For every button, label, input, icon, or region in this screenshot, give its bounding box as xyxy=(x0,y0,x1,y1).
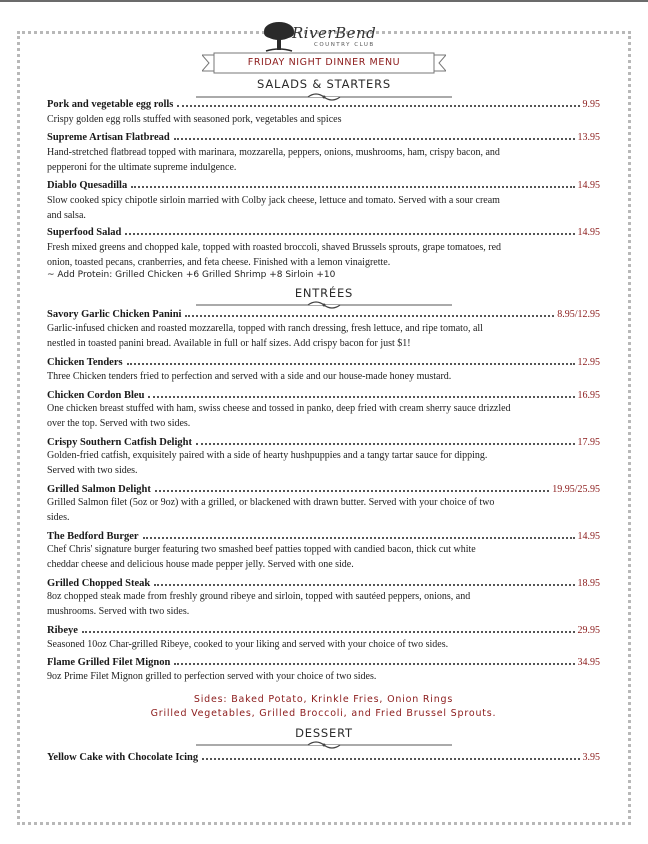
section-title-salads: SALADS & STARTERS xyxy=(257,77,391,91)
item-price: 16.95 xyxy=(577,390,600,401)
dot-leader xyxy=(177,105,579,107)
description-line: Crispy golden egg rolls stuffed with seasoned pork, vegetables and spices xyxy=(47,114,342,125)
add-protein-note: ~ Add Protein: Grilled Chicken +6 Grilled Shrimp +8 Sirloin +10 xyxy=(47,270,336,280)
item-price: 9.95 xyxy=(582,99,600,110)
item-price: 14.95 xyxy=(577,531,600,542)
menu-item-chopped-steak xyxy=(47,575,600,589)
description-line: 9oz Prime Filet Mignon grilled to perfection served with your choice of two sides. xyxy=(47,671,377,682)
item-description xyxy=(47,321,592,351)
item-name: Chicken Tenders xyxy=(47,357,123,368)
item-description xyxy=(47,589,592,619)
menu-item-quesadilla xyxy=(47,177,600,191)
menu-item-flatbread xyxy=(47,129,600,143)
club-logo xyxy=(262,20,386,56)
menu-title: FRIDAY NIGHT DINNER MENU xyxy=(247,57,401,68)
menu-banner xyxy=(202,52,446,74)
dot-leader xyxy=(148,396,574,398)
item-description xyxy=(47,112,592,127)
item-description xyxy=(47,401,592,431)
description-line: mushrooms. Served with two sides. xyxy=(47,606,190,617)
menu-item-cordon-bleu xyxy=(47,387,600,401)
description-line: Golden-fried catfish, exquisitely paired with a side of hearty hushpuppies and a tangy tartar sauce for dipping. xyxy=(47,450,488,461)
sides-line-2: Grilled Vegetables, Grilled Broccoli, and Fried Brussel Sprouts. xyxy=(150,708,497,719)
item-price: 3.95 xyxy=(582,752,600,763)
description-line: cheddar cheese and delicious house made pepper jelly. Served with one side. xyxy=(47,559,354,570)
menu-item-bedford-burger xyxy=(47,528,600,542)
description-line: onion, toasted pecans, cranberries, and feta cheese. Finished with a lemon vinaigrette. xyxy=(47,257,391,268)
item-name: Ribeye xyxy=(47,625,78,636)
logo-subtitle: COUNTRY CLUB xyxy=(314,42,375,48)
menu-item-salmon xyxy=(47,481,600,495)
dot-leader xyxy=(143,537,575,539)
description-line: Fresh mixed greens and chopped kale, topped with roasted broccoli, shaved Brussels sprouts, grape tomatoes, red xyxy=(47,242,502,253)
section-title-dessert: DESSERT xyxy=(295,726,353,740)
description-line: Served with two sides. xyxy=(47,465,138,476)
description-line: over the top. Served with two sides. xyxy=(47,418,191,429)
dot-leader xyxy=(196,443,575,445)
item-price: 12.95 xyxy=(577,357,600,368)
flourish-icon xyxy=(196,741,452,749)
dot-leader xyxy=(82,631,575,633)
item-description xyxy=(47,637,592,652)
item-description xyxy=(47,448,592,478)
menu-item-ribeye xyxy=(47,622,600,636)
item-name: Savory Garlic Chicken Panini xyxy=(47,309,182,320)
description-line: sides. xyxy=(47,512,70,523)
description-line: Garlic-infused chicken and roasted mozzarella, topped with ranch dressing, fresh lettuce, and ripe tomato, all xyxy=(47,323,483,334)
item-price: 19.95/25.95 xyxy=(552,484,600,495)
item-description xyxy=(47,240,592,270)
section-title-entrees: ENTRÉES xyxy=(294,286,354,300)
item-price: 29.95 xyxy=(577,625,600,636)
item-price: 13.95 xyxy=(577,132,600,143)
description-line: Chef Chris' signature burger featuring two smashed beef patties topped with candied bacon, thick cut white xyxy=(47,544,476,555)
menu-item-catfish xyxy=(47,434,600,448)
description-line: Slow cooked spicy chipotle sirloin married with Colby jack cheese, lettuce and tomato. Served with a sour cream xyxy=(47,195,500,206)
description-line: One chicken breast stuffed with ham, swiss cheese and tossed in panko, deep fried with cream sherry sauce drizzled xyxy=(47,403,511,414)
item-name: Superfood Salad xyxy=(47,227,122,238)
dot-leader xyxy=(174,138,575,140)
logo-name: RiverBend xyxy=(292,24,377,42)
description-line: Grilled Salmon filet (5oz or 9oz) with a grilled, or blackened with drawn butter. Served with your choice of two xyxy=(47,497,495,508)
item-price: 17.95 xyxy=(577,437,600,448)
item-description xyxy=(47,145,592,175)
item-name: The Bedford Burger xyxy=(47,531,139,542)
item-price: 14.95 xyxy=(577,180,600,191)
item-description xyxy=(47,369,592,384)
menu-item-egg-rolls xyxy=(47,96,600,110)
description-line: and salsa. xyxy=(47,210,86,221)
tree-icon xyxy=(262,20,296,54)
sides-line-1: Sides: Baked Potato, Krinkle Fries, Onion Rings xyxy=(193,694,454,705)
dot-leader xyxy=(154,584,574,586)
item-name: Grilled Chopped Steak xyxy=(47,578,151,589)
dot-leader xyxy=(131,186,574,188)
item-description xyxy=(47,495,592,525)
item-price: 18.95 xyxy=(577,578,600,589)
dot-leader xyxy=(127,363,575,365)
item-name: Grilled Salmon Delight xyxy=(47,484,151,495)
item-description xyxy=(47,193,592,223)
item-description xyxy=(47,542,592,572)
menu-item-panini xyxy=(47,306,600,320)
menu-item-chicken-tenders xyxy=(47,354,600,368)
item-name: Yellow Cake with Chocolate Icing xyxy=(47,752,199,763)
item-name: Supreme Artisan Flatbread xyxy=(47,132,170,143)
item-price: 34.95 xyxy=(577,657,600,668)
item-price: 14.95 xyxy=(577,227,600,238)
dot-leader xyxy=(202,758,579,760)
dot-leader xyxy=(185,315,554,317)
item-price: 8.95/12.95 xyxy=(557,309,600,320)
description-line: pepperoni for the ultimate supreme indulgence. xyxy=(47,162,237,173)
description-line: 8oz chopped steak made from freshly ground ribeye and sirloin, topped with sautéed peppers, onions, and xyxy=(47,591,471,602)
menu-item-yellow-cake xyxy=(47,749,600,763)
item-description xyxy=(47,669,592,684)
top-rule xyxy=(0,0,648,2)
description-line: Hand-stretched flatbread topped with marinara, mozzarella, peppers, onions, mushrooms, ham, crispy bacon, and xyxy=(47,147,500,158)
item-name: Flame Grilled Filet Mignon xyxy=(47,657,171,668)
item-name: Chicken Cordon Bleu xyxy=(47,390,145,401)
description-line: nestled in toasted panini bread. Available in full or half sizes. Add crispy bacon for just $1! xyxy=(47,338,411,349)
dot-leader xyxy=(125,233,574,235)
menu-item-filet-mignon xyxy=(47,654,600,668)
dot-leader xyxy=(174,663,574,665)
dot-leader xyxy=(155,490,549,492)
item-name: Crispy Southern Catfish Delight xyxy=(47,437,192,448)
item-name: Pork and vegetable egg rolls xyxy=(47,99,174,110)
description-line: Three Chicken tenders fried to perfection and served with a side and our house-made honey mustard. xyxy=(47,371,452,382)
description-line: Seasoned 10oz Char-grilled Ribeye, cooked to your liking and served with your choice of two sides. xyxy=(47,639,449,650)
menu-item-superfood-salad xyxy=(47,224,600,238)
item-name: Diablo Quesadilla xyxy=(47,180,128,191)
